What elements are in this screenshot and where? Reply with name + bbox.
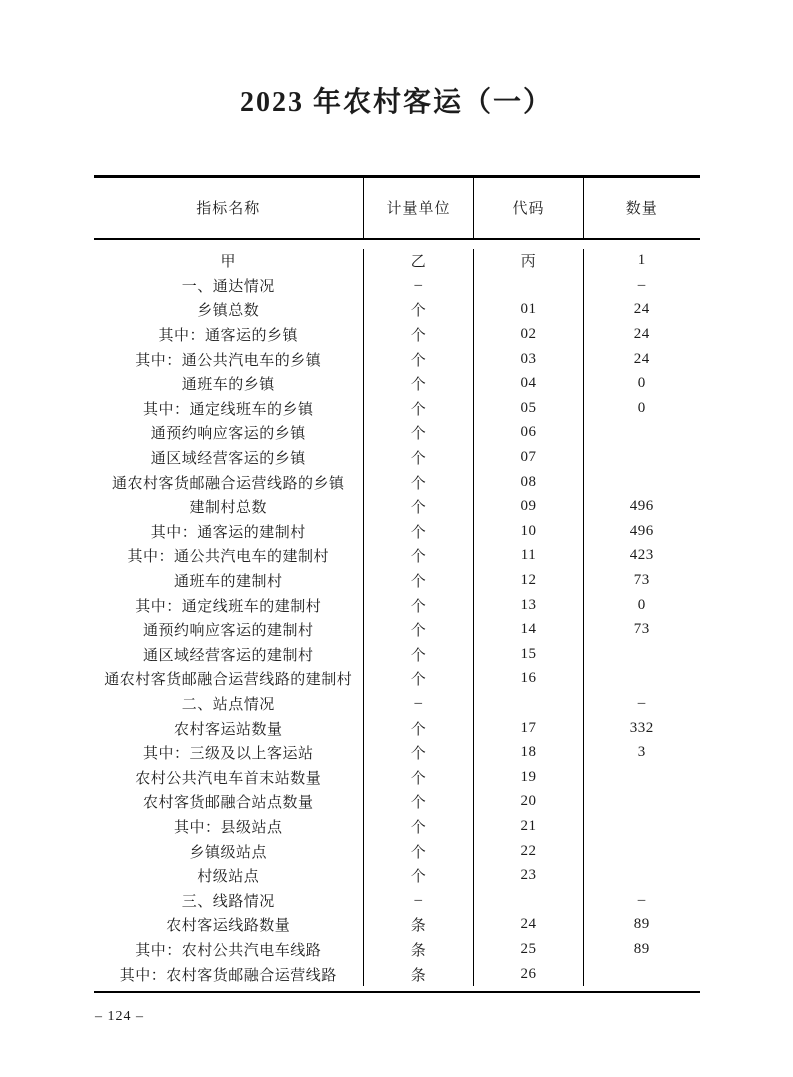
cell-code: 23 xyxy=(474,863,584,888)
cell-code: 15 xyxy=(474,642,584,667)
cell-unit: 个 xyxy=(364,790,474,815)
cell-unit: 个 xyxy=(364,593,474,618)
cell-unit: 条 xyxy=(364,962,474,987)
table-row xyxy=(94,273,700,298)
table-row xyxy=(94,347,700,372)
cell-quantity: 332 xyxy=(584,716,700,741)
cell-indicator: 农村公共汽电车首末站数量 xyxy=(135,770,322,787)
cell-code: 06 xyxy=(474,421,584,446)
cell-quantity xyxy=(584,642,700,667)
cell-code: 22 xyxy=(474,839,584,864)
table-row xyxy=(94,298,700,323)
cell-indicator: 其中：农村客货邮融合运营线路 xyxy=(119,967,337,984)
cell-indicator: 农村客运线路数量 xyxy=(166,918,291,935)
cell-unit: 个 xyxy=(364,544,474,569)
cell-code: 09 xyxy=(474,494,584,519)
table-row xyxy=(94,249,700,274)
cell-quantity: 3 xyxy=(584,740,700,765)
table-row xyxy=(94,421,700,446)
table-row xyxy=(94,494,700,519)
cell-indicator: 农村客运站数量 xyxy=(173,721,283,738)
table-row xyxy=(94,544,700,569)
cell-unit: 个 xyxy=(364,322,474,347)
cell-code: 13 xyxy=(474,593,584,618)
cell-quantity: – xyxy=(584,888,700,913)
cell-unit: 乙 xyxy=(364,249,474,274)
table-row xyxy=(94,740,700,765)
table-row xyxy=(94,863,700,888)
cell-code: 07 xyxy=(474,445,584,470)
cell-indicator: 乡镇总数 xyxy=(197,303,260,320)
cell-quantity: 496 xyxy=(584,519,700,544)
cell-unit: 个 xyxy=(364,421,474,446)
cell-indicator: 其中：通公共汽电车的建制村 xyxy=(127,549,329,566)
cell-code xyxy=(474,691,584,716)
table-header xyxy=(94,177,700,239)
cell-code: 16 xyxy=(474,667,584,692)
cell-indicator: 其中：农村公共汽电车线路 xyxy=(135,942,322,959)
cell-unit: 个 xyxy=(364,765,474,790)
cell-quantity: 24 xyxy=(584,347,700,372)
column-header-quantity: 数量 xyxy=(584,177,700,239)
cell-quantity: 24 xyxy=(584,298,700,323)
cell-indicator: 通班车的乡镇 xyxy=(181,377,275,394)
cell-unit: – xyxy=(364,888,474,913)
cell-unit: 条 xyxy=(364,937,474,962)
table-row xyxy=(94,667,700,692)
cell-indicator: 村级站点 xyxy=(197,869,260,886)
cell-code: 03 xyxy=(474,347,584,372)
cell-unit: 个 xyxy=(364,814,474,839)
cell-quantity: – xyxy=(584,273,700,298)
header-row xyxy=(94,177,700,239)
cell-code xyxy=(474,888,584,913)
cell-code xyxy=(474,273,584,298)
cell-code: 04 xyxy=(474,371,584,396)
cell-code: 05 xyxy=(474,396,584,421)
cell-unit: 个 xyxy=(364,617,474,642)
table-row xyxy=(94,765,700,790)
cell-quantity: – xyxy=(584,691,700,716)
cell-code: 17 xyxy=(474,716,584,741)
table-row xyxy=(94,519,700,544)
table-row xyxy=(94,839,700,864)
cell-quantity: 496 xyxy=(584,494,700,519)
cell-unit: – xyxy=(364,691,474,716)
table-body xyxy=(94,239,700,993)
cell-code: 01 xyxy=(474,298,584,323)
column-header-indicator: 指标名称 xyxy=(94,177,364,239)
cell-indicator: 通预约响应客运的乡镇 xyxy=(150,426,306,443)
table-row xyxy=(94,396,700,421)
cell-unit: 个 xyxy=(364,371,474,396)
table-row xyxy=(94,593,700,618)
cell-quantity xyxy=(584,765,700,790)
cell-indicator: 其中：三级及以上客运站 xyxy=(142,746,314,763)
column-header-code: 代码 xyxy=(474,177,584,239)
table-row xyxy=(94,814,700,839)
cell-indicator: 通农村客货邮融合运营线路的乡镇 xyxy=(111,475,345,492)
cell-indicator: 建制村总数 xyxy=(189,500,267,517)
table-row xyxy=(94,322,700,347)
cell-quantity: 423 xyxy=(584,544,700,569)
cell-quantity: 24 xyxy=(584,322,700,347)
cell-unit: 个 xyxy=(364,298,474,323)
cell-code: 丙 xyxy=(474,249,584,274)
column-header-unit: 计量单位 xyxy=(364,177,474,239)
cell-indicator: 通班车的建制村 xyxy=(173,574,283,591)
cell-unit: 个 xyxy=(364,642,474,667)
cell-quantity xyxy=(584,667,700,692)
page-number: – 124 – xyxy=(95,1009,144,1024)
cell-code: 20 xyxy=(474,790,584,815)
cell-quantity xyxy=(584,863,700,888)
cell-indicator: 其中：县级站点 xyxy=(173,819,283,836)
cell-unit: 个 xyxy=(364,839,474,864)
cell-indicator: 通区域经营客运的建制村 xyxy=(142,647,314,664)
table-row xyxy=(94,691,700,716)
cell-code: 18 xyxy=(474,740,584,765)
cell-indicator: 通农村客货邮融合运营线路的建制村 xyxy=(104,672,353,689)
cell-quantity: 0 xyxy=(584,593,700,618)
cell-unit: 个 xyxy=(364,445,474,470)
cell-code: 25 xyxy=(474,937,584,962)
table-row xyxy=(94,371,700,396)
page-title: 2023 年农村客运（一） xyxy=(239,87,553,118)
cell-unit: 个 xyxy=(364,519,474,544)
cell-quantity: 89 xyxy=(584,913,700,938)
cell-quantity: 73 xyxy=(584,617,700,642)
cell-quantity xyxy=(584,839,700,864)
cell-quantity xyxy=(584,470,700,495)
cell-code: 02 xyxy=(474,322,584,347)
table-row xyxy=(94,445,700,470)
cell-unit: 个 xyxy=(364,494,474,519)
cell-quantity xyxy=(584,445,700,470)
cell-indicator: 其中：通定线班车的建制村 xyxy=(135,598,322,615)
cell-code: 19 xyxy=(474,765,584,790)
cell-quantity xyxy=(584,962,700,987)
table-row xyxy=(94,937,700,962)
cell-unit: 个 xyxy=(364,396,474,421)
cell-quantity xyxy=(584,421,700,446)
cell-unit: 个 xyxy=(364,568,474,593)
cell-unit: 条 xyxy=(364,913,474,938)
cell-quantity xyxy=(584,790,700,815)
cell-indicator: 其中：通定线班车的乡镇 xyxy=(142,401,314,418)
table-row xyxy=(94,962,700,987)
cell-code: 11 xyxy=(474,544,584,569)
cell-unit: 个 xyxy=(364,740,474,765)
table-row xyxy=(94,913,700,938)
stats-table xyxy=(94,175,700,993)
cell-unit: – xyxy=(364,273,474,298)
cell-indicator: 三、线路情况 xyxy=(181,893,275,910)
cell-indicator: 一、通达情况 xyxy=(181,278,275,295)
cell-indicator: 乡镇级站点 xyxy=(189,844,267,861)
cell-quantity: 73 xyxy=(584,568,700,593)
table-row xyxy=(94,888,700,913)
cell-quantity: 0 xyxy=(584,396,700,421)
table-row xyxy=(94,568,700,593)
table-row xyxy=(94,617,700,642)
table-row xyxy=(94,470,700,495)
cell-unit: 个 xyxy=(364,347,474,372)
cell-indicator: 二、站点情况 xyxy=(181,696,275,713)
cell-indicator: 农村客货邮融合站点数量 xyxy=(142,795,314,812)
cell-unit: 个 xyxy=(364,470,474,495)
cell-unit: 个 xyxy=(364,716,474,741)
cell-indicator: 通预约响应客运的建制村 xyxy=(142,623,314,640)
table-row xyxy=(94,716,700,741)
cell-code: 14 xyxy=(474,617,584,642)
cell-indicator: 甲 xyxy=(220,254,236,271)
cell-indicator: 通区域经营客运的乡镇 xyxy=(150,451,306,468)
cell-quantity: 89 xyxy=(584,937,700,962)
cell-indicator: 其中：通客运的乡镇 xyxy=(158,328,298,345)
cell-code: 21 xyxy=(474,814,584,839)
cell-unit: 个 xyxy=(364,863,474,888)
cell-code: 10 xyxy=(474,519,584,544)
cell-quantity xyxy=(584,814,700,839)
cell-code: 08 xyxy=(474,470,584,495)
table-row xyxy=(94,790,700,815)
cell-code: 12 xyxy=(474,568,584,593)
cell-code: 26 xyxy=(474,962,584,987)
cell-unit: 个 xyxy=(364,667,474,692)
cell-indicator: 其中：通公共汽电车的乡镇 xyxy=(135,352,322,369)
cell-code: 24 xyxy=(474,913,584,938)
table-row xyxy=(94,642,700,667)
cell-indicator: 其中：通客运的建制村 xyxy=(150,524,306,541)
cell-quantity: 1 xyxy=(584,249,700,274)
cell-quantity: 0 xyxy=(584,371,700,396)
